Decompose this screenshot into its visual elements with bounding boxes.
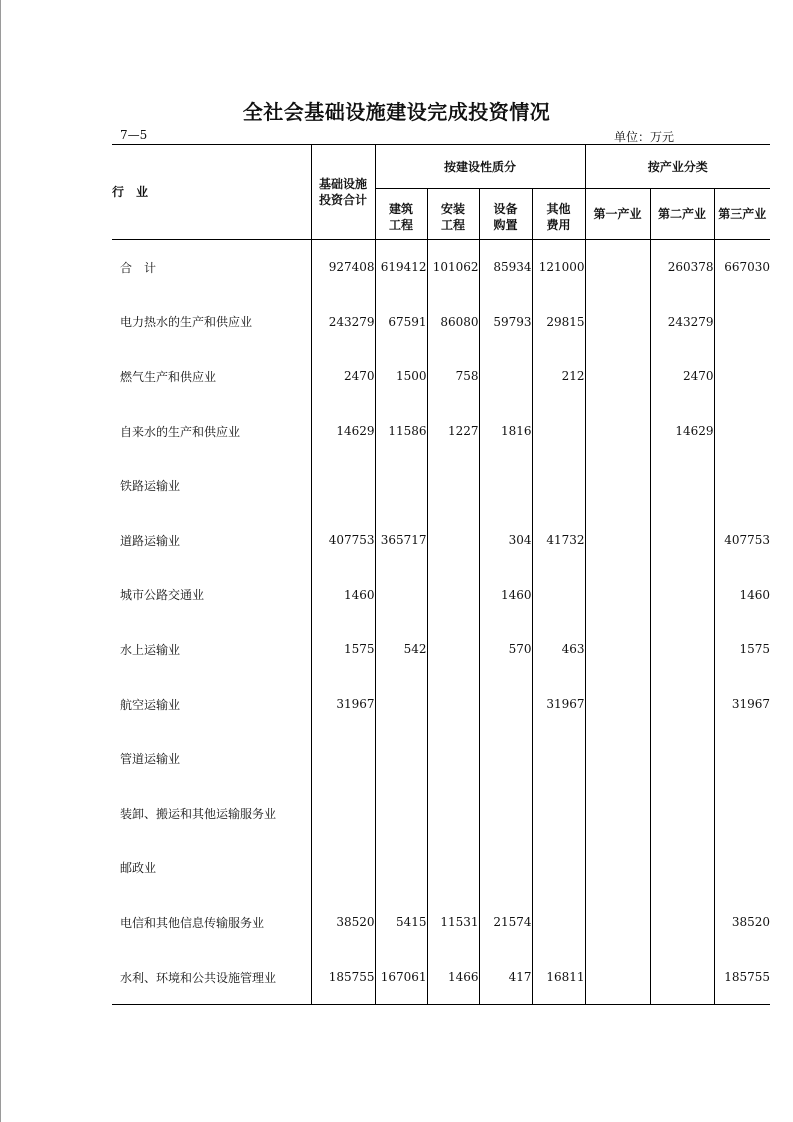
cell-other xyxy=(532,786,585,841)
header-installation xyxy=(427,189,479,240)
cell-other: 16811 xyxy=(532,950,585,1005)
cell-equipment: 304 xyxy=(479,513,532,568)
cell-total: 31967 xyxy=(311,677,375,732)
cell-installation xyxy=(427,513,479,568)
cell-total: 14629 xyxy=(311,404,375,459)
table-row xyxy=(112,786,770,841)
cell-installation: 11531 xyxy=(427,895,479,950)
cell-primary xyxy=(585,240,650,295)
cell-secondary xyxy=(650,950,714,1005)
table-row xyxy=(112,895,770,950)
table-row xyxy=(112,568,770,623)
row-industry-name: 电力热水的生产和供应业 xyxy=(120,315,253,330)
cell-construction xyxy=(375,677,427,732)
cell-secondary xyxy=(650,677,714,732)
table-row xyxy=(112,841,770,896)
cell-total: 2470 xyxy=(311,349,375,404)
cell-installation xyxy=(427,677,479,732)
cell-installation: 101062 xyxy=(427,240,479,295)
cell-installation xyxy=(427,458,479,513)
cell-total: 1460 xyxy=(311,568,375,623)
cell-other xyxy=(532,895,585,950)
cell-installation: 1466 xyxy=(427,950,479,1005)
cell-other: 121000 xyxy=(532,240,585,295)
cell-primary xyxy=(585,895,650,950)
cell-construction xyxy=(375,786,427,841)
cell-installation: 758 xyxy=(427,349,479,404)
cell-primary xyxy=(585,513,650,568)
cell-equipment: 417 xyxy=(479,950,532,1005)
cell-primary xyxy=(585,458,650,513)
cell-construction xyxy=(375,841,427,896)
header-other xyxy=(532,189,585,240)
cell-construction: 619412 xyxy=(375,240,427,295)
cell-primary xyxy=(585,349,650,404)
cell-equipment xyxy=(479,786,532,841)
cell-primary xyxy=(585,786,650,841)
cell-primary xyxy=(585,295,650,350)
cell-total xyxy=(311,458,375,513)
header-tertiary: 第三产业 xyxy=(718,207,767,221)
header-construction xyxy=(375,189,427,240)
header-installation-line2: 工程 xyxy=(440,218,465,232)
table-row xyxy=(112,677,770,732)
cell-tertiary xyxy=(714,349,770,404)
cell-equipment xyxy=(479,349,532,404)
table-row xyxy=(112,622,770,677)
cell-construction: 365717 xyxy=(375,513,427,568)
header-construction-line2: 工程 xyxy=(388,218,413,232)
cell-primary xyxy=(585,622,650,677)
cell-other xyxy=(532,731,585,786)
cell-other xyxy=(532,458,585,513)
cell-total xyxy=(311,731,375,786)
cell-installation: 1227 xyxy=(427,404,479,459)
cell-other: 41732 xyxy=(532,513,585,568)
cell-installation: 86080 xyxy=(427,295,479,350)
header-total-line2: 投资合计 xyxy=(318,193,367,207)
cell-total xyxy=(311,841,375,896)
row-industry-name: 燃气生产和供应业 xyxy=(120,369,217,384)
cell-construction xyxy=(375,731,427,786)
cell-installation xyxy=(427,622,479,677)
cell-other xyxy=(532,568,585,623)
cell-construction: 1500 xyxy=(375,349,427,404)
cell-total: 927408 xyxy=(311,240,375,295)
header-construction-line1: 建筑 xyxy=(388,202,413,216)
unit-label: 单位：万元 xyxy=(614,130,675,144)
cell-primary xyxy=(585,404,650,459)
cell-tertiary: 1460 xyxy=(739,587,771,602)
cell-tertiary xyxy=(714,404,770,459)
cell-equipment: 1460 xyxy=(479,568,532,623)
cell-primary xyxy=(585,950,650,1005)
cell-other: 212 xyxy=(532,349,585,404)
cell-tertiary: 1575 xyxy=(739,642,771,657)
cell-equipment xyxy=(479,731,532,786)
cell-secondary xyxy=(650,731,714,786)
header-total xyxy=(311,145,375,240)
header-primary: 第一产业 xyxy=(585,189,650,240)
cell-primary xyxy=(585,568,650,623)
cell-secondary xyxy=(650,568,714,623)
cell-secondary: 243279 xyxy=(650,295,714,350)
cell-construction: 542 xyxy=(375,622,427,677)
cell-installation xyxy=(427,841,479,896)
header-installation-line1: 安装 xyxy=(440,202,465,216)
cell-construction xyxy=(375,568,427,623)
row-industry-name: 电信和其他信息传输服务业 xyxy=(120,915,265,930)
cell-other: 29815 xyxy=(532,295,585,350)
row-industry-name: 水利、环境和公共设施管理业 xyxy=(112,950,311,1005)
cell-equipment: 570 xyxy=(479,622,532,677)
cell-equipment: 85934 xyxy=(479,240,532,295)
table-row xyxy=(112,404,770,459)
row-industry-name: 道路运输业 xyxy=(120,533,181,548)
cell-equipment: 59793 xyxy=(479,295,532,350)
cell-secondary xyxy=(650,841,714,896)
table-row xyxy=(112,513,770,568)
cell-construction: 67591 xyxy=(375,295,427,350)
cell-installation xyxy=(427,731,479,786)
table-row xyxy=(112,349,770,404)
header-equipment-line2: 购置 xyxy=(493,218,518,232)
table-row xyxy=(112,458,770,513)
row-industry-name: 城市公路交通业 xyxy=(120,588,205,603)
row-industry-name: 合 计 xyxy=(120,260,157,275)
cell-total: 185755 xyxy=(311,950,375,1005)
header-equipment-line1: 设备 xyxy=(493,202,518,216)
header-total-line1: 基础设施 xyxy=(318,177,367,191)
header-industry: 行 业 xyxy=(112,145,311,240)
cell-installation xyxy=(427,786,479,841)
cell-construction xyxy=(375,458,427,513)
cell-tertiary xyxy=(714,731,770,786)
table-body xyxy=(112,240,770,1005)
cell-equipment xyxy=(479,677,532,732)
cell-secondary xyxy=(650,458,714,513)
row-industry-name: 自来水的生产和供应业 xyxy=(120,424,241,439)
cell-secondary: 2470 xyxy=(650,349,714,404)
cell-secondary xyxy=(650,895,714,950)
table-row xyxy=(112,950,770,1005)
table-row xyxy=(112,240,770,295)
header-other-line1: 其他 xyxy=(546,202,571,216)
cell-total: 38520 xyxy=(311,895,375,950)
cell-primary xyxy=(585,677,650,732)
header-by-industry: 按产业分类 xyxy=(585,145,770,189)
cell-equipment xyxy=(479,458,532,513)
cell-secondary xyxy=(650,786,714,841)
row-industry-name: 装卸、搬运和其他运输服务业 xyxy=(120,806,277,821)
cell-tertiary: 667030 xyxy=(724,260,771,275)
header-by-nature: 按建设性质分 xyxy=(375,145,585,189)
row-industry-name: 水上运输业 xyxy=(120,642,181,657)
cell-tertiary: 38520 xyxy=(731,915,771,930)
cell-secondary xyxy=(650,622,714,677)
cell-installation xyxy=(427,568,479,623)
page-edge-rule xyxy=(0,0,1,1122)
cell-tertiary: 185755 xyxy=(714,950,770,1005)
cell-construction: 5415 xyxy=(375,895,427,950)
cell-primary xyxy=(585,731,650,786)
investment-table xyxy=(112,144,770,1005)
cell-total xyxy=(311,786,375,841)
cell-tertiary: 31967 xyxy=(731,697,771,712)
cell-secondary: 260378 xyxy=(650,240,714,295)
cell-tertiary: 407753 xyxy=(724,533,771,548)
header-equipment xyxy=(479,189,532,240)
table-row xyxy=(112,731,770,786)
cell-tertiary xyxy=(714,458,770,513)
cell-tertiary xyxy=(714,841,770,896)
cell-total: 243279 xyxy=(311,295,375,350)
table-row xyxy=(112,295,770,350)
cell-equipment: 1816 xyxy=(479,404,532,459)
table-code: 7—5 xyxy=(120,128,148,142)
cell-other: 31967 xyxy=(532,677,585,732)
cell-total: 1575 xyxy=(311,622,375,677)
row-industry-name: 铁路运输业 xyxy=(120,479,181,494)
cell-construction: 167061 xyxy=(375,950,427,1005)
row-industry-name: 航空运输业 xyxy=(120,697,181,712)
cell-construction: 11586 xyxy=(375,404,427,459)
header-secondary: 第二产业 xyxy=(650,189,714,240)
cell-equipment xyxy=(479,841,532,896)
cell-tertiary xyxy=(714,786,770,841)
row-industry-name: 管道运输业 xyxy=(120,752,181,767)
cell-total: 407753 xyxy=(311,513,375,568)
header-other-line2: 费用 xyxy=(546,218,571,232)
cell-other xyxy=(532,841,585,896)
cell-secondary xyxy=(650,513,714,568)
cell-equipment: 21574 xyxy=(479,895,532,950)
cell-other xyxy=(532,404,585,459)
row-industry-name: 邮政业 xyxy=(120,861,157,876)
cell-tertiary xyxy=(714,295,770,350)
cell-primary xyxy=(585,841,650,896)
cell-other: 463 xyxy=(532,622,585,677)
cell-secondary: 14629 xyxy=(650,404,714,459)
page-title: 全社会基础设施建设完成投资情况 xyxy=(242,100,551,124)
